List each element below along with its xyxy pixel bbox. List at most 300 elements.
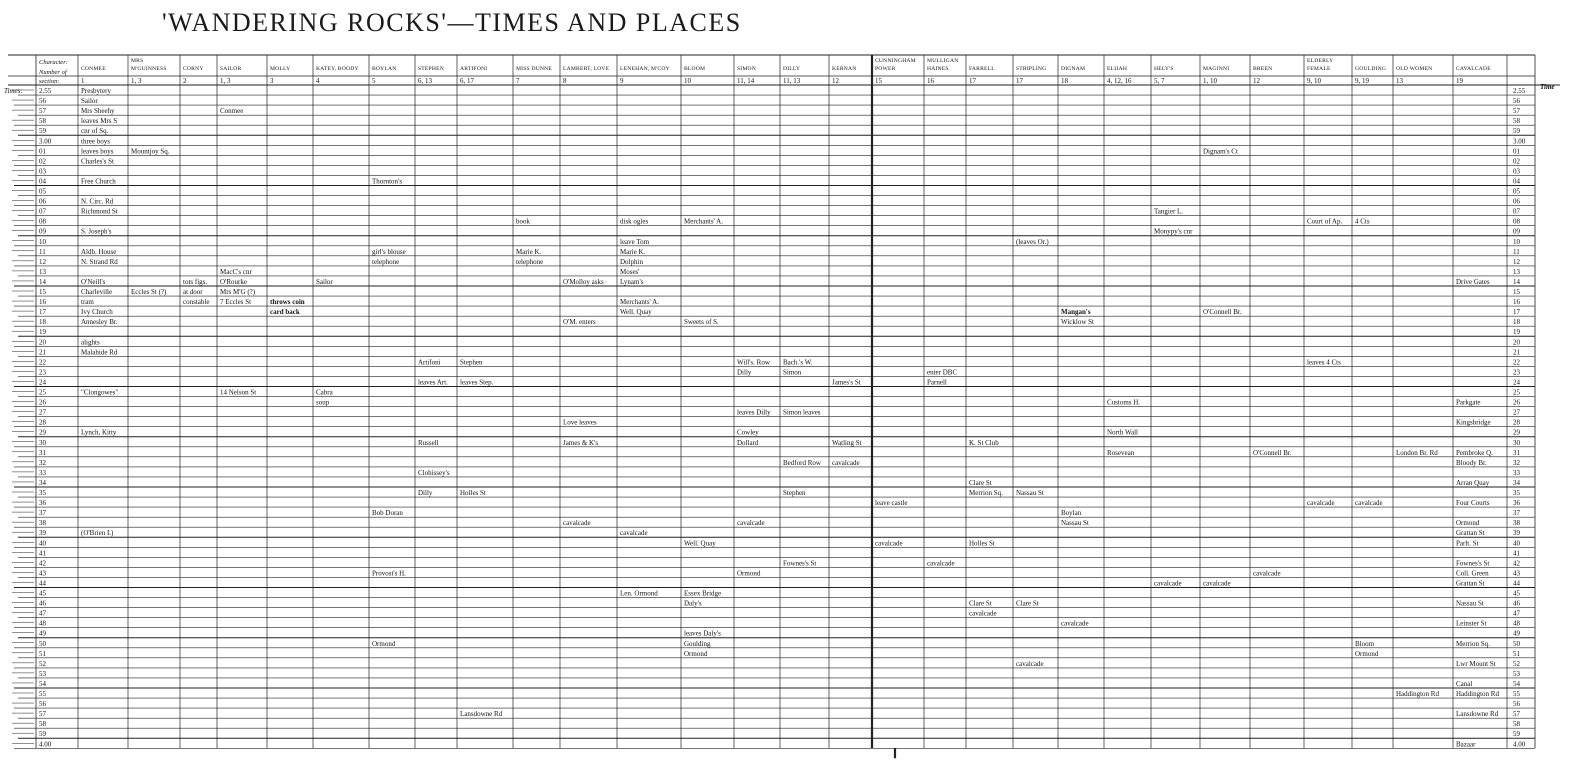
time-left: 25 — [39, 388, 46, 397]
table-entry: leaves 4 Cts — [1307, 358, 1341, 367]
time-left: 43 — [39, 569, 46, 578]
table-entry: Mrs Sheehy — [81, 107, 115, 116]
table-entry: Cabra — [316, 388, 333, 397]
table-entry: enter DBC — [927, 368, 958, 377]
column-header: GOULDING — [1355, 66, 1387, 72]
table-entry: cavalcade — [1253, 569, 1281, 578]
table-entry: Sailor — [316, 277, 333, 286]
table-entry: alights — [81, 338, 100, 347]
table-entry: leave castle — [875, 499, 908, 508]
time-left: 01 — [39, 147, 46, 156]
table-entry: Kingsbridge — [1456, 418, 1491, 427]
table-entry: Marie K. — [516, 247, 542, 256]
table-entry: Charles's St — [81, 157, 114, 166]
table-entry: Stephen — [783, 489, 806, 497]
time-right: 18 — [1513, 318, 1520, 327]
table-entry: cavalcade — [1016, 659, 1044, 668]
table-entry: tots figs. — [183, 277, 208, 286]
table-entry: cavalcade — [875, 539, 903, 548]
table-entry: Bob Doran — [372, 509, 403, 518]
time-right: 29 — [1513, 428, 1520, 437]
column-header: ARTIFONI — [460, 66, 488, 72]
time-right: 50 — [1513, 639, 1520, 648]
table-entry: Pembroke Q. — [1456, 448, 1493, 457]
table-entry: leaves boys — [81, 147, 114, 156]
section-number: 1 — [81, 77, 85, 85]
character-label: Character: — [39, 59, 68, 66]
table-entry: Annesley Br. — [81, 318, 118, 327]
time-right: 06 — [1513, 197, 1520, 206]
table-entry: leaves Step. — [460, 378, 494, 387]
time-right: 59 — [1513, 127, 1520, 136]
time-right: 41 — [1513, 549, 1520, 558]
table-entry: Merchants' A. — [620, 298, 659, 307]
table-entry: cavalcade — [1203, 579, 1231, 588]
table-entry: girl's blouse — [372, 247, 406, 256]
section-number: 5, 7 — [1154, 77, 1165, 85]
column-header: HELY'S — [1154, 66, 1174, 72]
table-entry: card back — [270, 308, 300, 317]
times-label: Times: — [4, 87, 23, 95]
time-left: 10 — [39, 237, 46, 246]
time-left: 23 — [39, 368, 46, 377]
time-right: 13 — [1513, 267, 1520, 276]
table-entry: Well. Quay — [620, 308, 652, 317]
table-entry: Haddington Rd — [1396, 690, 1439, 698]
table-entry: Fownes's St — [1456, 559, 1490, 568]
column-header: BOYLAN — [372, 66, 397, 72]
table-entry: tram — [81, 298, 94, 307]
time-right: 17 — [1513, 308, 1520, 317]
table-entry: Will's. Row — [737, 358, 770, 367]
section-number: 17 — [969, 77, 976, 85]
table-entry: Ormond — [737, 569, 761, 578]
table-entry: Court of Ap. — [1307, 217, 1343, 226]
table-entry: Dignam's Ct — [1203, 147, 1238, 156]
table-entry: Mangan's — [1061, 308, 1091, 317]
table-entry: Conmee — [220, 107, 244, 116]
time-right: 58 — [1513, 117, 1520, 126]
time-right: 34 — [1513, 478, 1520, 487]
column-header: BREEN — [1253, 66, 1273, 72]
section-number: 16 — [927, 77, 934, 85]
table-entry: leaves Daly's — [684, 629, 721, 638]
table-entry: telephone — [372, 257, 400, 266]
time-left: 59 — [39, 127, 46, 136]
table-entry: Grattan St — [1456, 529, 1485, 538]
page-title: 'WANDERING ROCKS'—TIMES AND PLACES — [162, 8, 742, 37]
column-header: DILLY — [783, 66, 801, 72]
time-left: 27 — [39, 408, 46, 417]
table-entry: Coll. Green — [1456, 569, 1489, 578]
time-left: 29 — [39, 428, 46, 437]
table-entry: Clare St — [969, 478, 992, 487]
time-left: 46 — [39, 599, 46, 608]
time-right: 2.55 — [1513, 87, 1526, 95]
table-entry: Rosevean — [1107, 448, 1135, 457]
table-entry: three boys — [81, 137, 110, 146]
table-entry: Provost's H. — [372, 569, 406, 578]
time-left: 32 — [39, 458, 46, 467]
time-left: 2.55 — [39, 87, 52, 95]
section-number: 18 — [1061, 77, 1068, 85]
time-right: 31 — [1513, 448, 1520, 457]
table-entry: Len. Ormond — [620, 589, 658, 598]
time-left: 11 — [39, 247, 46, 256]
time-left: 4.00 — [39, 740, 52, 749]
table-entry: Artifoni — [418, 358, 441, 367]
table-entry: Thornton's — [372, 177, 403, 186]
table-entry: London Br. Rd — [1396, 448, 1438, 457]
table-entry: MacC's cnr — [220, 267, 252, 276]
table-entry: Ivy Church — [81, 308, 113, 317]
time-right: 28 — [1513, 418, 1520, 427]
table-entry: Grattan St — [1456, 579, 1485, 588]
time-right: 40 — [1513, 539, 1520, 548]
section-number: 15 — [875, 77, 882, 85]
time-left: 51 — [39, 649, 46, 658]
section-number: 6, 13 — [418, 77, 432, 85]
section-number: 4 — [316, 77, 320, 85]
section-number: 7 — [516, 77, 520, 85]
table-entry: 14 Nelson St — [220, 388, 257, 397]
table-entry: Fownes's St — [783, 559, 817, 568]
table-entry: cavalcade — [1355, 499, 1383, 508]
time-right: 30 — [1513, 438, 1520, 447]
time-right: 02 — [1513, 157, 1520, 166]
column-header: KATEY, BOODY — [316, 66, 359, 72]
table-entry: Marie K. — [620, 247, 646, 256]
time-right: 23 — [1513, 368, 1520, 377]
time-left: 33 — [39, 468, 46, 477]
table-entry: book — [516, 217, 530, 226]
time-left: 22 — [39, 358, 46, 367]
table-entry: Holles St — [969, 539, 995, 548]
time-left: 04 — [39, 177, 46, 186]
table-entry: (leaves Or.) — [1016, 237, 1049, 246]
table-entry: Mrs M'G (?) — [220, 288, 256, 296]
table-entry: Richmond St — [81, 207, 118, 216]
table-entry: Clare St — [969, 599, 992, 608]
table-entry: Simon — [783, 368, 802, 377]
time-right: 21 — [1513, 348, 1520, 357]
time-right: 22 — [1513, 358, 1520, 367]
table-entry: Dilly — [737, 368, 752, 377]
table-entry: N. Strand Rd — [81, 257, 118, 266]
table-entry: Cowley — [737, 428, 759, 437]
column-header: MAGINNI — [1203, 66, 1230, 72]
table-entry: 7 Eccles St — [220, 298, 252, 307]
table-entry: Merrion Sq. — [969, 489, 1003, 497]
table-entry: Russell — [418, 438, 439, 447]
table-entry: Well. Quay — [684, 539, 716, 548]
table-entry: Dollard — [737, 438, 759, 447]
table-entry: O'Connell Br. — [1203, 308, 1242, 317]
time-right: 4.00 — [1513, 740, 1526, 749]
table-entry: cavalcade — [563, 519, 591, 528]
table-entry: Essex Bridge — [684, 589, 722, 598]
table-entry: at door — [183, 288, 203, 296]
time-left: 42 — [39, 559, 46, 568]
time-left: 57 — [39, 710, 46, 719]
time-left: 20 — [39, 338, 46, 347]
time-right: 01 — [1513, 147, 1520, 156]
section-number: 1, 3 — [131, 77, 142, 85]
time-left: 52 — [39, 659, 46, 668]
table-entry: leaves Art. — [418, 378, 448, 387]
time-right: 04 — [1513, 177, 1520, 186]
table-entry: soup — [316, 398, 330, 407]
time-left: 03 — [39, 167, 46, 176]
section-number: 3 — [270, 77, 274, 85]
table-entry: Daly's — [684, 599, 702, 608]
time-right: 46 — [1513, 599, 1520, 608]
table-entry: Canal — [1456, 679, 1473, 688]
table-entry: Lwr Mount St — [1456, 659, 1496, 668]
time-right: 57 — [1513, 710, 1520, 719]
table-entry: cavalcade — [1307, 499, 1335, 508]
time-right: 03 — [1513, 167, 1520, 176]
table-entry: Nassau St — [1061, 519, 1089, 528]
time-right: 54 — [1513, 679, 1520, 688]
time-right: 58 — [1513, 720, 1520, 729]
table-entry: O'Neill's — [81, 277, 106, 286]
time-left: 09 — [39, 227, 46, 236]
table-entry: Aldb. House — [81, 247, 117, 256]
time-right: 57 — [1513, 107, 1520, 116]
time-right: 19 — [1513, 328, 1520, 337]
section-label: section: — [39, 78, 60, 85]
section-number: 2 — [183, 77, 187, 85]
time-right: 55 — [1513, 690, 1520, 698]
column-header: FARRELL — [969, 66, 995, 72]
column-header: M'GUINNESS — [131, 66, 167, 72]
time-right: 24 — [1513, 378, 1520, 387]
table-entry: Malahide Rd — [81, 348, 118, 357]
table-entry: Parnell — [927, 378, 947, 387]
time-left: 12 — [39, 257, 46, 266]
table-entry: Parlt. St — [1456, 539, 1479, 548]
column-header: SAILOR — [220, 66, 242, 72]
time-left: 21 — [39, 348, 46, 357]
column-header: MRS — [131, 58, 144, 64]
table-entry: S. Joseph's — [81, 227, 112, 236]
time-left: 58 — [39, 117, 46, 126]
column-header: ELDERLY — [1307, 58, 1334, 64]
table-entry: Bazaar — [1456, 740, 1476, 749]
time-right: 15 — [1513, 288, 1520, 296]
column-header: MOLLY — [270, 66, 291, 72]
time-right: 26 — [1513, 398, 1520, 407]
table-entry: Goulding — [684, 639, 711, 648]
table-entry: cavalcade — [1154, 579, 1182, 588]
table-entry: James's St — [832, 378, 861, 387]
column-header: CORNY — [183, 66, 204, 72]
time-right: 38 — [1513, 519, 1520, 528]
time-left: 06 — [39, 197, 46, 206]
table-entry: James & K's — [563, 438, 599, 447]
time-left: 13 — [39, 267, 46, 276]
time-left: 56 — [39, 700, 46, 709]
time-right: 32 — [1513, 458, 1520, 467]
table-entry: Moses' — [620, 267, 640, 276]
table-entry: Watling St — [832, 438, 862, 447]
time-left: 02 — [39, 157, 46, 166]
table-entry: Boylan — [1061, 509, 1082, 518]
table-entry: leave Tom — [620, 237, 650, 246]
column-header: ELIJAH — [1107, 66, 1128, 72]
time-left: 18 — [39, 318, 46, 327]
time-right: 47 — [1513, 609, 1520, 618]
table-entry: Bach.'s W. — [783, 358, 813, 367]
time-left: 34 — [39, 478, 46, 487]
time-right: 45 — [1513, 589, 1520, 598]
time-left: 17 — [39, 308, 46, 317]
time-right: 05 — [1513, 187, 1520, 196]
column-header: STRIPLING — [1016, 66, 1047, 72]
time-right: 37 — [1513, 509, 1520, 518]
table-entry: Charleville — [81, 288, 113, 296]
column-header: CAVALCADE — [1456, 66, 1491, 72]
section-number: 1, 3 — [220, 77, 231, 85]
table-entry: Drive Gates — [1456, 277, 1490, 286]
table-entry: Sweets of S. — [684, 318, 719, 327]
time-right: 27 — [1513, 408, 1520, 417]
table-entry: Mountjoy Sq. — [131, 147, 170, 156]
section-number: 8 — [563, 77, 567, 85]
table-entry: throws coin — [270, 298, 305, 307]
times-label-right: Time — [1540, 83, 1555, 91]
time-left: 3.00 — [39, 137, 52, 146]
table-entry: (O'Brien I.) — [81, 529, 114, 538]
time-right: 52 — [1513, 659, 1520, 668]
time-left: 48 — [39, 619, 46, 628]
table-entry: Arran Quay — [1456, 478, 1490, 487]
table-entry: Tangier L. — [1154, 207, 1184, 216]
table-entry: Nassau St — [1016, 489, 1044, 497]
time-right: 25 — [1513, 388, 1520, 397]
time-left: 19 — [39, 328, 46, 337]
time-right: 36 — [1513, 499, 1520, 508]
time-right: 44 — [1513, 579, 1520, 588]
time-left: 59 — [39, 730, 46, 739]
column-header: KERNAN — [832, 66, 857, 72]
time-right: 56 — [1513, 97, 1520, 106]
time-left: 56 — [39, 97, 46, 106]
table-entry: Clare St — [1016, 599, 1039, 608]
table-entry: "Clongowes" — [81, 388, 119, 397]
table-entry: K. St Club — [969, 438, 999, 447]
table-entry: Presbytery — [81, 87, 111, 95]
time-left: 15 — [39, 288, 46, 296]
table-entry: leaves Mrs S — [81, 117, 118, 126]
table-entry: Leinster St — [1456, 619, 1487, 628]
table-entry: O'Molloy asks — [563, 277, 604, 286]
time-left: 44 — [39, 579, 46, 588]
section-number: 12 — [832, 77, 839, 85]
table-entry: cavalcade — [737, 519, 765, 528]
time-left: 31 — [39, 448, 46, 457]
section-label: Number of — [39, 69, 67, 76]
column-header: BLOOM — [684, 66, 706, 72]
table-entry: Eccles St (?) — [131, 288, 167, 296]
column-header: CONMEE — [81, 66, 106, 72]
time-left: 24 — [39, 378, 46, 387]
table-entry: Stephen — [460, 358, 483, 367]
time-right: 39 — [1513, 529, 1520, 538]
table-entry: Haddington Rd — [1456, 690, 1499, 698]
table-entry: Dolphin — [620, 257, 643, 266]
time-right: 20 — [1513, 338, 1520, 347]
section-number: 11, 14 — [737, 77, 755, 85]
section-number: 11, 13 — [783, 77, 801, 85]
time-right: 3.00 — [1513, 137, 1526, 146]
time-right: 53 — [1513, 669, 1520, 678]
time-left: 53 — [39, 669, 46, 678]
column-header: MISS DUNNE — [516, 66, 553, 72]
table-entry: Ormond — [684, 649, 708, 658]
section-number: 13 — [1396, 77, 1403, 85]
section-number: 9, 10 — [1307, 77, 1321, 85]
time-left: 57 — [39, 107, 46, 116]
table-entry: Love leaves — [563, 418, 597, 427]
time-left: 40 — [39, 539, 46, 548]
table-entry: cavalcade — [832, 458, 860, 467]
time-right: 49 — [1513, 629, 1520, 638]
table-entry: Bloom — [1355, 639, 1375, 648]
table-entry: Ormond — [1355, 649, 1379, 658]
table-entry: O'Rourke — [220, 277, 247, 286]
section-number: 6, 17 — [460, 77, 474, 85]
table-entry: Bloody Br. — [1456, 458, 1487, 467]
time-left: 47 — [39, 609, 46, 618]
column-header: HAINES — [927, 66, 949, 72]
section-number: 9 — [620, 77, 624, 85]
section-number: 19 — [1456, 77, 1463, 85]
time-left: 30 — [39, 438, 46, 447]
time-left: 39 — [39, 529, 46, 538]
column-header: FEMALE — [1307, 66, 1331, 72]
time-right: 14 — [1513, 277, 1520, 286]
column-header: DIGNAM — [1061, 66, 1086, 72]
table-entry: Bedford Row — [783, 458, 821, 467]
time-left: 41 — [39, 549, 46, 558]
table-entry: Nassau St — [1456, 599, 1484, 608]
section-number: 4, 12, 16 — [1107, 77, 1132, 85]
table-entry: cavalcade — [620, 529, 648, 538]
table-entry: Dilly — [418, 489, 433, 497]
time-left: 38 — [39, 519, 46, 528]
time-left: 36 — [39, 499, 46, 508]
time-right: 16 — [1513, 298, 1520, 307]
time-left: 08 — [39, 217, 46, 226]
section-number: 17 — [1016, 77, 1023, 85]
table-entry: Free Church — [81, 177, 116, 186]
column-header: CUNNINGHAM — [875, 58, 916, 64]
time-left: 07 — [39, 207, 46, 216]
table-entry: Customs H. — [1107, 398, 1141, 407]
column-header: MULLIGAN — [927, 58, 959, 64]
time-left: 49 — [39, 629, 46, 638]
section-number: 10 — [684, 77, 691, 85]
table-entry: Four Courts — [1456, 499, 1490, 508]
table-entry: Simon leaves — [783, 408, 821, 417]
time-left: 45 — [39, 589, 46, 598]
table-entry: Merchants' A. — [684, 217, 723, 226]
time-right: 07 — [1513, 207, 1520, 216]
table-entry: Lansdowne Rd — [1456, 710, 1499, 719]
time-left: 58 — [39, 720, 46, 729]
